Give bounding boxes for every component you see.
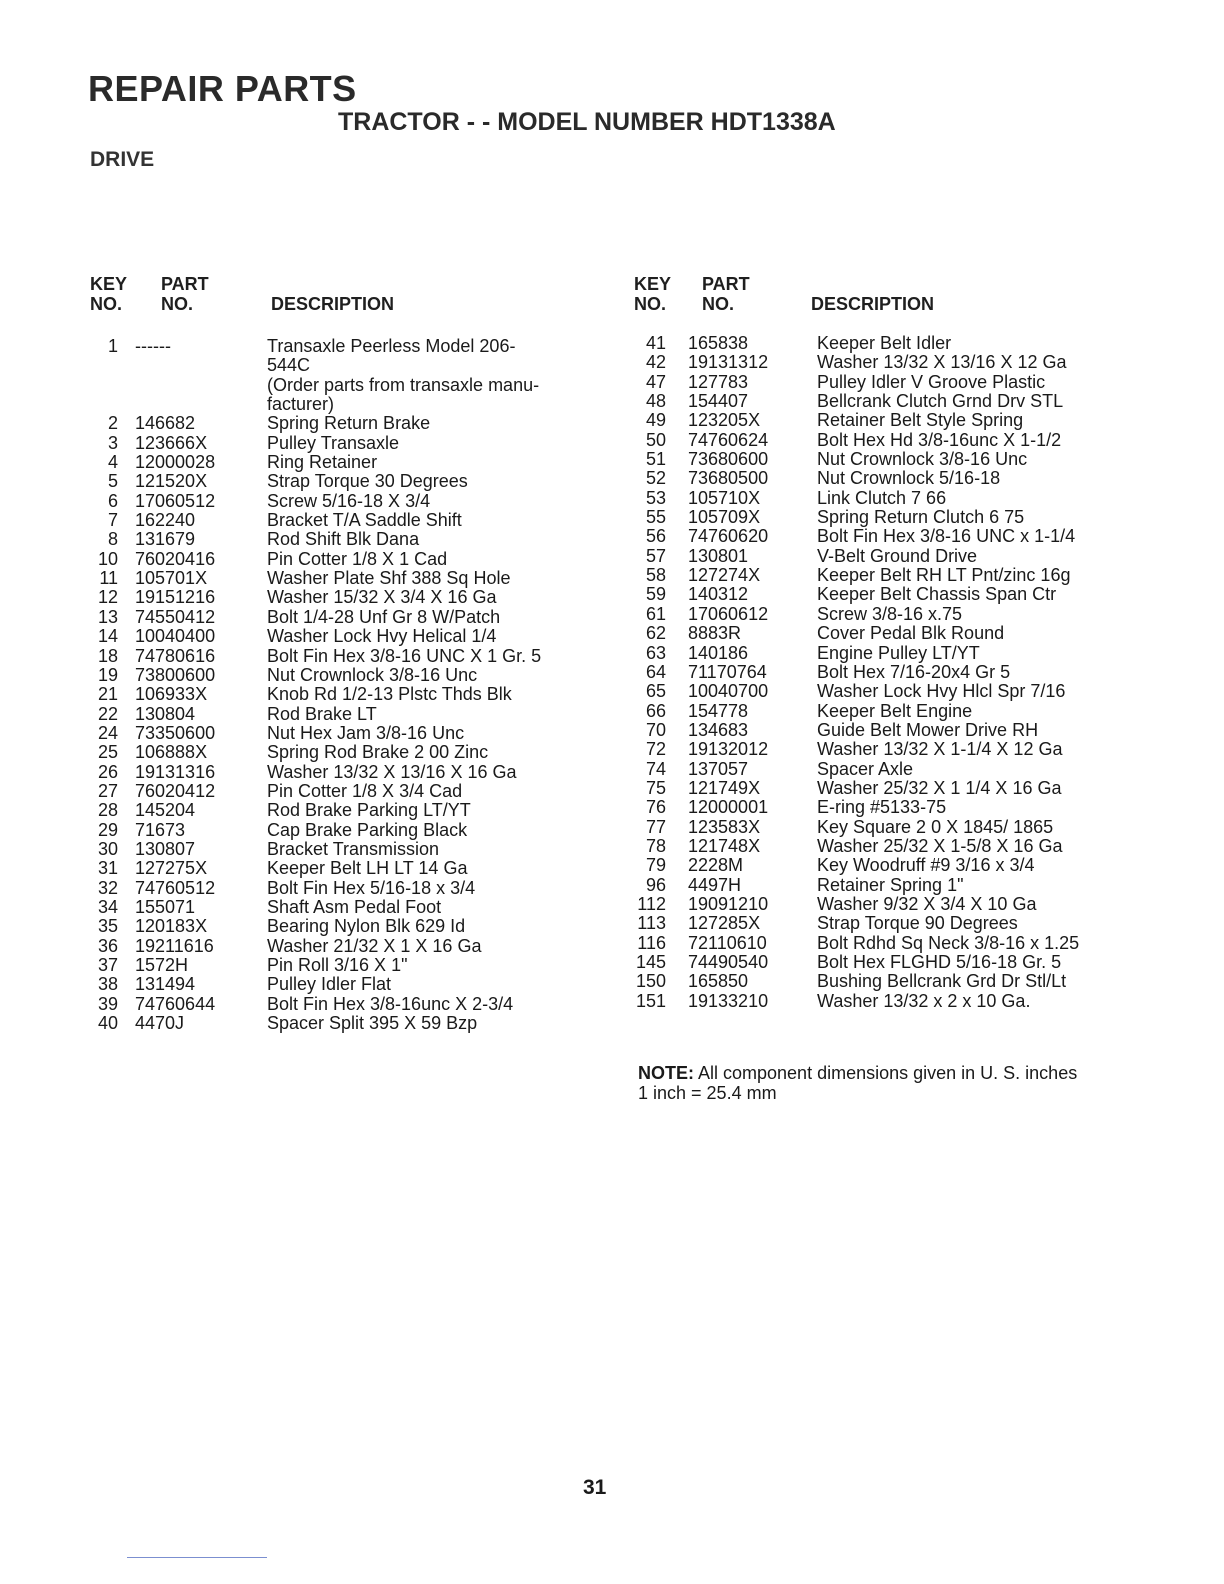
part-no: 4470J — [135, 1013, 185, 1034]
key-no: 52 — [645, 468, 666, 489]
description: Guide Belt Mower Drive RH — [817, 719, 1039, 740]
description: Washer 21/32 X 1 X 16 Ga — [267, 935, 482, 956]
note-conversion: 1 inch = 25.4 mm — [638, 1082, 777, 1103]
key-no: 30 — [97, 838, 118, 859]
left-part-row — [90, 588, 610, 607]
description: Washer 15/32 X 3/4 X 16 Ga — [267, 587, 497, 608]
key-no: 18 — [97, 645, 118, 666]
part-no: 120183X — [135, 916, 208, 937]
part-no: 106933X — [135, 684, 208, 705]
key-no: 75 — [645, 777, 666, 798]
part-no: 8883R — [688, 623, 742, 644]
key-no: 1 — [107, 336, 118, 356]
right-part-row — [634, 469, 1154, 488]
right-part-row — [634, 876, 1154, 895]
description: Pin Roll 3/16 X 1" — [267, 955, 408, 976]
right-part-row — [634, 953, 1154, 972]
description: Screw 3/8-16 x.75 — [817, 603, 963, 624]
part-no: 162240 — [135, 510, 196, 531]
description: Washer Plate Shf 388 Sq Hole — [267, 568, 511, 589]
right-part-row — [634, 411, 1154, 430]
part-no: 121748X — [688, 835, 761, 856]
part-no: 105701X — [135, 568, 208, 589]
description: Rod Brake Parking LT/YT — [267, 800, 471, 821]
right-part-row — [634, 972, 1154, 991]
key-no: 48 — [645, 391, 666, 412]
key-no: 14 — [97, 626, 118, 647]
left-part-row — [90, 995, 610, 1014]
left-part-row — [90, 705, 610, 724]
right-part-row — [634, 992, 1154, 1011]
right-part-row — [634, 760, 1154, 779]
description: Retainer Belt Style Spring — [817, 410, 1024, 431]
part-no: 155071 — [135, 896, 196, 917]
part-no: 74760512 — [135, 877, 216, 898]
part-no: 121520X — [135, 471, 208, 492]
left-part-row — [90, 956, 610, 975]
key-no: 79 — [645, 855, 666, 876]
part-no: 19133210 — [688, 990, 769, 1011]
key-no: 53 — [645, 487, 666, 508]
description: Bolt Fin Hex 3/8-16 UNC x 1-1/4 — [817, 526, 1076, 547]
key-no: 72 — [645, 739, 666, 760]
description: Pin Cotter 1/8 X 3/4 Cad — [267, 780, 463, 801]
left-part-row — [90, 666, 610, 685]
key-no: 38 — [97, 974, 118, 995]
description: Pulley Transaxle — [267, 432, 400, 453]
left-part-no-header: PART NO. — [161, 274, 209, 314]
right-part-row — [634, 740, 1154, 759]
part-no: 12000001 — [688, 797, 769, 818]
right-part-row — [634, 566, 1154, 585]
part-no: 19151216 — [135, 587, 216, 608]
part-no: 76020416 — [135, 548, 216, 569]
part-no: 131679 — [135, 529, 196, 550]
key-no: 7 — [107, 510, 118, 531]
left-part-row — [90, 898, 610, 917]
key-no: 51 — [645, 449, 666, 470]
part-no: 121749X — [688, 777, 761, 798]
description: Nut Crownlock 3/8-16 Unc — [267, 664, 478, 685]
left-part-row — [90, 647, 610, 666]
part-no: 105709X — [688, 507, 761, 528]
page-number: 31 — [583, 1476, 607, 1499]
model-subtitle: TRACTOR - - MODEL NUMBER HDT1338A — [338, 108, 836, 136]
description: Keeper Belt Idler — [817, 333, 952, 353]
right-parts-list — [634, 334, 1154, 1011]
key-no: 41 — [645, 333, 666, 353]
left-part-row — [90, 472, 610, 491]
left-part-row — [90, 937, 610, 956]
description: Bolt Hex FLGHD 5/16-18 Gr. 5 — [817, 952, 1062, 972]
right-part-row — [634, 895, 1154, 914]
description: Spring Return Clutch 6 75 — [817, 507, 1025, 528]
right-part-row — [634, 450, 1154, 469]
part-no: 123666X — [135, 432, 208, 453]
key-no: 21 — [97, 684, 118, 705]
key-no: 57 — [645, 545, 666, 566]
key-no: 50 — [645, 429, 666, 450]
description: Washer 13/32 X 13/16 X 16 Ga — [267, 761, 517, 782]
part-no: 127285X — [688, 913, 761, 934]
right-part-row — [634, 702, 1154, 721]
description: Washer 13/32 x 2 x 10 Ga. — [817, 990, 1031, 1011]
key-no: 58 — [645, 565, 666, 586]
description: Key Square 2 0 X 1845/ 1865 — [817, 816, 1054, 837]
part-no: 19131312 — [688, 352, 769, 373]
left-part-row — [90, 337, 610, 414]
key-no: 78 — [645, 835, 666, 856]
key-no: 24 — [97, 722, 118, 743]
left-part-row — [90, 453, 610, 472]
description: Washer Lock Hvy Hlcl Spr 7/16 — [817, 681, 1066, 702]
left-part-row — [90, 511, 610, 530]
description: Knob Rd 1/2-13 Plstc Thds Blk — [267, 684, 512, 705]
right-part-row — [634, 624, 1154, 643]
key-no: 116 — [637, 932, 666, 953]
part-no: 19091210 — [688, 893, 769, 914]
left-part-row — [90, 530, 610, 549]
key-no: 66 — [645, 700, 666, 721]
part-no: 74550412 — [135, 606, 216, 627]
key-no: 27 — [97, 780, 118, 801]
key-no: 29 — [97, 819, 118, 840]
description: Spring Return Brake — [267, 413, 431, 434]
right-part-row — [634, 721, 1154, 740]
part-no: 123583X — [688, 816, 761, 837]
left-parts-list — [90, 337, 610, 1033]
key-no: 35 — [97, 916, 118, 937]
description: Washer 9/32 X 3/4 X 10 Ga — [817, 893, 1037, 914]
left-part-row — [90, 434, 610, 453]
key-no: 49 — [645, 410, 666, 431]
description: Pin Cotter 1/8 X 1 Cad — [267, 548, 448, 569]
key-no: 96 — [645, 874, 666, 895]
right-part-row — [634, 644, 1154, 663]
part-no: 71170764 — [688, 661, 767, 682]
part-no: 19132012 — [688, 739, 769, 760]
part-no: 74490540 — [688, 952, 769, 972]
description: Keeper Belt LH LT 14 Ga — [267, 858, 468, 879]
part-no: 146682 — [135, 413, 196, 434]
key-no: 25 — [97, 742, 118, 763]
key-no: 34 — [97, 896, 118, 917]
description: Washer Lock Hvy Helical 1/4 — [267, 626, 497, 647]
note — [638, 1064, 1077, 1103]
key-no: 47 — [645, 371, 666, 392]
key-no: 151 — [635, 990, 666, 1011]
part-no: 74780616 — [135, 645, 216, 666]
key-no: 40 — [97, 1013, 118, 1034]
right-part-row — [634, 914, 1154, 933]
left-part-row — [90, 859, 610, 878]
left-part-row — [90, 782, 610, 801]
part-no: 145204 — [135, 800, 196, 821]
description: Bolt Fin Hex 3/8-16unc X 2-3/4 — [267, 993, 514, 1014]
key-no: 6 — [107, 490, 118, 511]
part-no: 165838 — [688, 333, 749, 353]
part-no: 137057 — [688, 758, 749, 779]
part-no: 73680600 — [688, 449, 769, 470]
description: Spacer Axle — [817, 758, 914, 779]
part-no: 73350600 — [135, 722, 216, 743]
left-part-row — [90, 821, 610, 840]
description: Bolt Fin Hex 3/8-16 UNC X 1 Gr. 5 — [267, 645, 542, 666]
right-part-row — [634, 856, 1154, 875]
right-part-row — [634, 585, 1154, 604]
right-part-row — [634, 818, 1154, 837]
right-description-header: DESCRIPTION — [811, 294, 935, 314]
description: V-Belt Ground Drive — [817, 545, 978, 566]
left-part-row — [90, 550, 610, 569]
right-part-row — [634, 508, 1154, 527]
right-part-row — [634, 373, 1154, 392]
description: Pulley Idler V Groove Plastic — [817, 371, 1046, 392]
description: Nut Crownlock 5/16-18 — [817, 468, 1001, 489]
key-no: 12 — [97, 587, 118, 608]
part-no: 140312 — [688, 584, 749, 605]
description: Bellcrank Clutch Grnd Drv STL — [817, 391, 1064, 412]
part-no: 74760620 — [688, 526, 769, 547]
description: Bolt Hex 7/16-20x4 Gr 5 — [817, 661, 1011, 682]
part-no: 19211616 — [135, 935, 214, 956]
key-no: 5 — [107, 471, 118, 492]
description: Key Woodruff #9 3/16 x 3/4 — [817, 855, 1035, 876]
key-no: 36 — [97, 935, 118, 956]
key-no: 150 — [635, 971, 666, 992]
part-no: 73680500 — [688, 468, 769, 489]
description: Pulley Idler Flat — [267, 974, 392, 995]
key-no: 77 — [645, 816, 666, 837]
description: E-ring #5133-75 — [817, 797, 947, 818]
left-part-row — [90, 569, 610, 588]
right-part-row — [634, 779, 1154, 798]
key-no: 8 — [107, 529, 118, 550]
left-part-row — [90, 414, 610, 433]
part-no: 76020412 — [135, 780, 216, 801]
key-no: 4 — [107, 452, 118, 473]
key-no: 13 — [97, 606, 118, 627]
left-part-row — [90, 743, 610, 762]
part-no: 2228M — [688, 855, 744, 876]
description: Engine Pulley LT/YT — [817, 642, 980, 663]
part-no: 4497H — [688, 874, 742, 895]
description: Keeper Belt RH LT Pnt/zinc 16g — [817, 565, 1071, 586]
left-key-no-header: KEY NO. — [90, 274, 128, 314]
right-part-row — [634, 353, 1154, 372]
key-no: 11 — [99, 568, 118, 589]
key-no: 76 — [645, 797, 666, 818]
key-no: 64 — [645, 661, 666, 682]
right-part-no-header: PART NO. — [702, 274, 750, 314]
part-no: 134683 — [688, 719, 749, 740]
part-no: 127783 — [688, 371, 749, 392]
part-no: 73800600 — [135, 664, 216, 685]
part-no: 105710X — [688, 487, 761, 508]
description: Ring Retainer — [267, 452, 378, 473]
right-part-row — [634, 837, 1154, 856]
part-no: 12000028 — [135, 452, 216, 473]
part-no: 131494 — [135, 974, 196, 995]
key-no: 31 — [97, 858, 118, 879]
left-part-row — [90, 627, 610, 646]
part-no: ------ — [135, 336, 171, 356]
key-no: 145 — [635, 952, 666, 972]
scan-edge-line — [127, 1557, 267, 1558]
part-no: 17060612 — [688, 603, 769, 624]
part-no: 154778 — [688, 700, 749, 721]
key-no: 39 — [97, 993, 118, 1014]
left-part-row — [90, 801, 610, 820]
part-no: 130801 — [688, 545, 749, 566]
key-no: 70 — [645, 719, 666, 740]
key-no: 56 — [645, 526, 666, 547]
left-part-row — [90, 685, 610, 704]
key-no: 55 — [645, 507, 666, 528]
key-no: 2 — [107, 413, 118, 434]
right-part-row — [634, 527, 1154, 546]
description: Nut Crownlock 3/8-16 Unc — [817, 449, 1028, 470]
part-no: 165850 — [688, 971, 749, 992]
part-no: 10040400 — [135, 626, 216, 647]
description: Bolt Fin Hex 5/16-18 x 3/4 — [267, 877, 476, 898]
right-part-row — [634, 547, 1154, 566]
left-description-header: DESCRIPTION — [271, 294, 395, 314]
right-part-row — [634, 934, 1154, 953]
key-no: 19 — [97, 664, 118, 685]
section-heading: DRIVE — [90, 148, 155, 171]
description: Keeper Belt Engine — [817, 700, 973, 721]
part-no: 72110610 — [688, 932, 767, 953]
note-label: NOTE: — [638, 1063, 694, 1083]
left-part-row — [90, 763, 610, 782]
description: Transaxle Peerless Model 206- 544C (Order parts from transaxle manu- facturer) — [267, 336, 540, 415]
left-part-row — [90, 608, 610, 627]
part-no: 74760644 — [135, 993, 216, 1014]
key-no: 74 — [645, 758, 666, 779]
key-no: 3 — [107, 432, 118, 453]
description: Cap Brake Parking Black — [267, 819, 468, 840]
right-part-row — [634, 489, 1154, 508]
description: Cover Pedal Blk Round — [817, 623, 1005, 644]
description: Bearing Nylon Blk 629 Id — [267, 916, 466, 937]
key-no: 32 — [97, 877, 118, 898]
description: Bracket Transmission — [267, 838, 440, 859]
description: Bolt 1/4-28 Unf Gr 8 W/Patch — [267, 606, 501, 627]
right-key-no-header: KEY NO. — [634, 274, 672, 314]
left-part-row — [90, 1014, 610, 1033]
description: Retainer Spring 1" — [817, 874, 964, 895]
part-no: 127275X — [135, 858, 208, 879]
part-no: 154407 — [688, 391, 749, 412]
description: Shaft Asm Pedal Foot — [267, 896, 442, 917]
key-no: 113 — [637, 913, 666, 934]
right-part-row — [634, 663, 1154, 682]
left-part-row — [90, 840, 610, 859]
key-no: 28 — [97, 800, 118, 821]
right-part-row — [634, 431, 1154, 450]
part-no: 10040700 — [688, 681, 769, 702]
description: Strap Torque 30 Degrees — [267, 471, 468, 492]
description: Bolt Hex Hd 3/8-16unc X 1-1/2 — [817, 429, 1062, 450]
description: Spring Rod Brake 2 00 Zinc — [267, 742, 489, 763]
key-no: 26 — [97, 761, 118, 782]
description: Rod Brake LT — [267, 703, 377, 724]
left-part-row — [90, 975, 610, 994]
key-no: 65 — [645, 681, 666, 702]
description: Bracket T/A Saddle Shift — [267, 510, 462, 531]
left-part-row — [90, 917, 610, 936]
key-no: 63 — [645, 642, 666, 663]
description: Washer 25/32 X 1 1/4 X 16 Ga — [817, 777, 1062, 798]
description: Bolt Rdhd Sq Neck 3/8-16 x 1.25 — [817, 932, 1080, 953]
part-no: 127274X — [688, 565, 761, 586]
part-no: 130807 — [135, 838, 196, 859]
description: Bushing Bellcrank Grd Dr Stl/Lt — [817, 971, 1067, 992]
key-no: 112 — [637, 893, 666, 914]
right-part-row — [634, 798, 1154, 817]
left-part-row — [90, 879, 610, 898]
description: Strap Torque 90 Degrees — [817, 913, 1018, 934]
key-no: 42 — [645, 352, 666, 373]
part-no: 1572H — [135, 955, 189, 976]
part-no: 140186 — [688, 642, 749, 663]
part-no: 123205X — [688, 410, 761, 431]
right-part-row — [634, 605, 1154, 624]
part-no: 130804 — [135, 703, 196, 724]
description: Screw 5/16-18 X 3/4 — [267, 490, 431, 511]
key-no: 22 — [97, 703, 118, 724]
left-part-row — [90, 724, 610, 743]
description: Spacer Split 395 X 59 Bzp — [267, 1013, 478, 1034]
description: Keeper Belt Chassis Span Ctr — [817, 584, 1057, 605]
part-no: 19131316 — [135, 761, 216, 782]
key-no: 62 — [645, 623, 666, 644]
description: Washer 25/32 X 1-5/8 X 16 Ga — [817, 835, 1063, 856]
description: Washer 13/32 X 1-1/4 X 12 Ga — [817, 739, 1063, 760]
part-no: 106888X — [135, 742, 208, 763]
description: Rod Shift Blk Dana — [267, 529, 420, 550]
key-no: 59 — [645, 584, 666, 605]
part-no: 74760624 — [688, 429, 769, 450]
description: Nut Hex Jam 3/8-16 Unc — [267, 722, 465, 743]
description: Link Clutch 7 66 — [817, 487, 947, 508]
right-part-row — [634, 392, 1154, 411]
note-text: All component dimensions given in U. S. inches — [694, 1063, 1078, 1083]
part-no: 71673 — [135, 819, 186, 840]
page-title: REPAIR PARTS — [88, 68, 357, 109]
key-no: 10 — [97, 548, 118, 569]
description: Washer 13/32 X 13/16 X 12 Ga — [817, 352, 1067, 373]
part-no: 17060512 — [135, 490, 216, 511]
right-part-row — [634, 682, 1154, 701]
right-part-row — [634, 334, 1154, 353]
key-no: 37 — [97, 955, 118, 976]
key-no: 61 — [645, 603, 666, 624]
left-part-row — [90, 492, 610, 511]
